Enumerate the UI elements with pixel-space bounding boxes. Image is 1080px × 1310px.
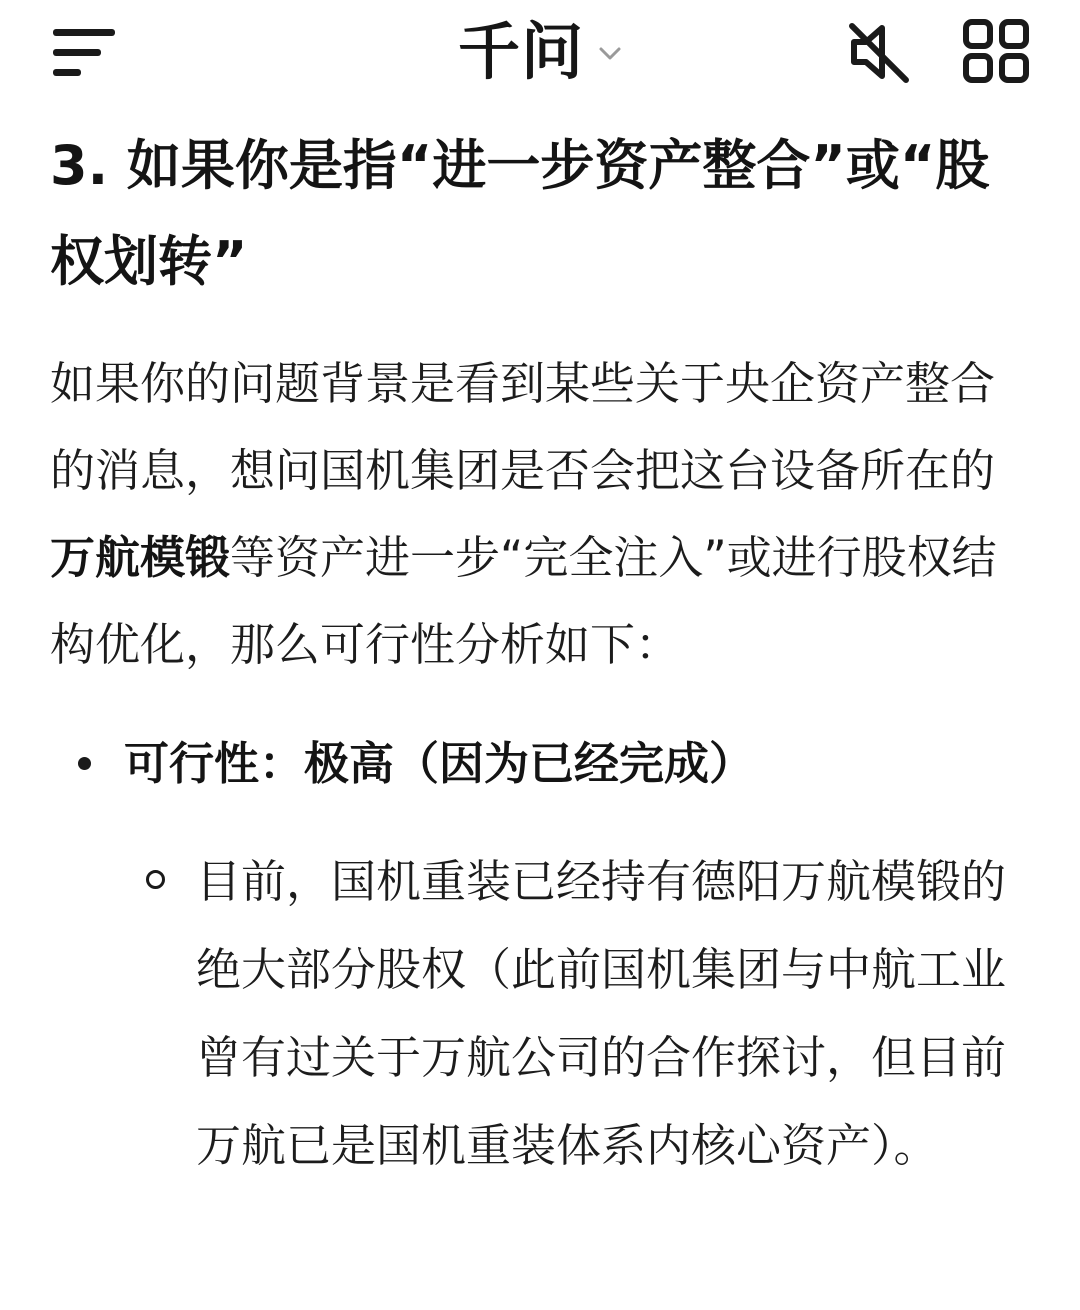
bullet-dot-icon xyxy=(78,757,91,770)
body-paragraph xyxy=(50,340,1020,688)
bold-term: 万航模锻 xyxy=(50,531,231,584)
sub-list-item xyxy=(50,838,1020,1190)
chevron-down-icon xyxy=(598,46,622,62)
app-title: 千问 xyxy=(457,15,584,88)
bullet-text: 可行性：极高（因为已经完成） xyxy=(124,737,755,790)
paragraph-text-start: 如果你的问题背景是看到某些关于央企资产整合的消息，想问国机集团是否会把这台设备所在的 xyxy=(50,357,996,497)
menu-button[interactable] xyxy=(50,22,120,80)
speaker-muted-icon xyxy=(846,20,912,84)
list-item xyxy=(50,716,1020,812)
section-heading: 3. 如果你是指“进一步资产整合”或“股权划转” xyxy=(50,134,990,293)
apps-button[interactable] xyxy=(962,18,1030,84)
mute-button[interactable] xyxy=(846,20,912,84)
paragraph-text-end: 等资产进一步“完全注入”或进行股权结构优化，那么可行性分析如下： xyxy=(50,531,997,671)
sub-bullet-text: 目前，国机重装已经持有德阳万航模锻的绝大部分股权（此前国机集团与中航工业曾有过关于万航公司的合作探讨，但目前万航已是国机重装体系内核心资产）。 xyxy=(196,855,1007,1172)
top-bar xyxy=(0,0,1080,106)
chat-response xyxy=(50,118,1020,1190)
menu-icon xyxy=(50,22,120,80)
apps-grid-icon xyxy=(962,18,1030,84)
model-switcher[interactable] xyxy=(458,14,622,90)
hollow-bullet-icon xyxy=(146,870,165,889)
